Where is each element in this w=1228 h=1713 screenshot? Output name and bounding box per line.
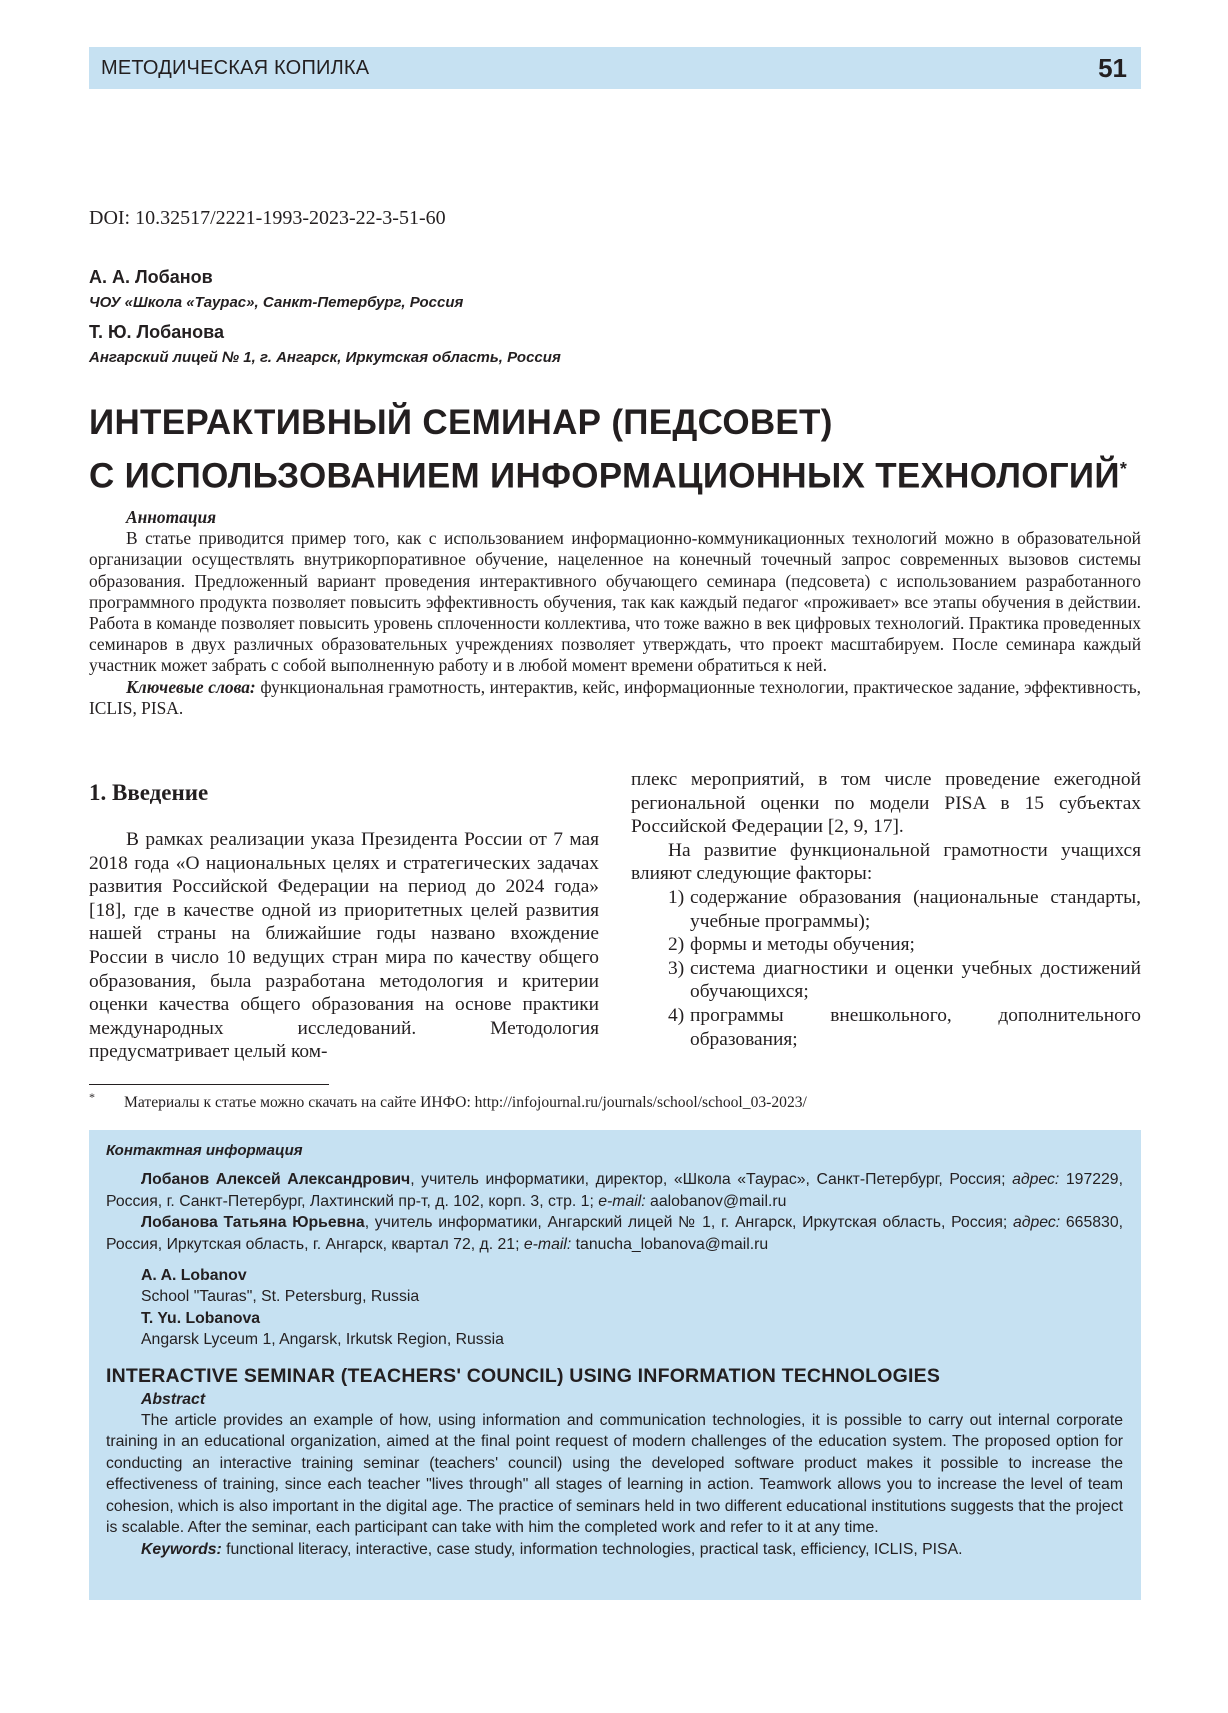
en-abstract-heading: Abstract [141,1390,206,1408]
en-keywords [106,1539,1123,1560]
keywords-label: Ключевые слова: [126,676,256,697]
en-author-name: A. A. Lobanov [141,1267,247,1285]
column-right [631,768,1141,1051]
contact-heading: Контактная информация [106,1142,303,1159]
column-left [89,778,599,1064]
footnote-mark: * [1119,459,1128,479]
email-link[interactable]: aalobanov@mail.ru [645,1192,787,1210]
doi: DOI: 10.32517/2221-1993-2023-22-3-51-60 [89,207,446,229]
section-title: МЕТОДИЧЕСКАЯ КОПИЛКА [101,56,370,79]
en-author-affiliation: School "Tauras", St. Petersburg, Russia [141,1288,420,1306]
intro-paragraph-continued: плекс мероприятий, в том числе проведение ежегодной региональной оценки по модели PISA в 15 субъектах Российской Федерации [2, 9, 17]. [631,769,1141,838]
list-item: 1) содержание образования (национальные стандарты, учебные программы); [668,886,1141,932]
factors-intro: На развитие функциональной грамотности учащихся влияют следующие факторы: [631,839,1141,885]
running-header [89,47,1141,89]
english-authors [106,1265,1123,1351]
author-affiliation: Ангарский лицей № 1, г. Ангарск, Иркутская область, Россия [89,349,561,366]
author-affiliation: ЧОУ «Школа «Таурас», Санкт-Петербург, Россия [89,294,464,311]
en-author-affiliation: Angarsk Lyceum 1, Angarsk, Irkutsk Region, Russia [141,1331,504,1349]
en-abstract-text: The article provides an example of how, using information and communication technologies, it is possible to carry out internal corporate training in an educational organization, aimed at the final point request of modern challenges of the education system. The proposed option for conducting an interactive training seminar (teachers' council) using the developed software product makes it possible to increase the effectiveness of training, since each teacher "lives through" all stages of learning in action. Teamwork allows you to increase the level of team cohesion, which is also important in the digital age. The practice of seminars held in two different educational institutions suggests that the project is scalable. After the seminar, each participant can take with him the completed work and refer to it at any time. [106,1412,1123,1537]
email-link[interactable]: tanucha_lobanova@mail.ru [571,1235,769,1253]
footnote [89,1090,807,1112]
section-heading: 1. Введение [89,780,209,805]
list-item: 2) формы и методы обучения; [668,934,915,956]
keywords [89,677,1141,719]
footnote-divider [89,1084,329,1085]
intro-paragraph: В рамках реализации указа Президента России от 7 мая 2018 года «О национальных целях и стратегических задачах развития Российской Федерации на период до 2024 года» [18], где в качестве одной из приоритетных целей развития нашей страны на ближайшие годы названо вхождение России в число 10 ведущих стран мира по качеству общего образования, была разработана методология и критерии оценки качества общего образования на основе практики международных исследований. Методология предусматривает целый ком- [89,829,599,1063]
footnote-text: Материалы к статье можно скачать на сайте ИНФО: http://infojournal.ru/journals/school/school_03-2023/ [124,1094,807,1111]
en-author-name: T. Yu. Lobanova [141,1309,261,1327]
en-article-title: INTERACTIVE SEMINAR (TEACHERS' COUNCIL) USING INFORMATION TECHNOLOGIES [106,1364,941,1387]
en-keywords-text: functional literacy, interactive, case study, information technologies, practical task, efficiency, ICLIS, PISA. [221,1540,963,1558]
title-line-2: С ИСПОЛЬЗОВАНИЕМ ИНФОРМАЦИОННЫХ ТЕХНОЛОГИЙ* [89,456,1128,496]
annotation-text: В статье приводится пример того, как с использованием информационно-коммуникационных технологий можно в образовательной организации осуществлять внутрикорпоративное обучение, нацеленное на конечный точечный запрос современных вызовов системы образования. Предложенный вариант проведения интерактивного обучающего семинара (педсовета) с использованием разработанного программного продукта позволяет повысить эффективность обучения, так как каждый педагог «проживает» все этапы обучения в действии. Работа в команде позволяет повысить уровень сплоченности коллектива, что тоже важно в век цифровых технологий. Практика проведенных семинаров в двух различных образовательных учреждениях позволяет утверждать, что проект масштабируем. После семинара каждый участник может забрать с собой выполненную работу и в любой момент времени обратиться к ней. [89,528,1141,676]
annotation [89,507,1141,719]
en-keywords-label: Keywords: [141,1540,222,1558]
annotation-heading: Аннотация [126,507,217,527]
factors-list [631,886,1141,1051]
page-number: 51 [1098,52,1127,83]
author-name: Т. Ю. Лобанова [89,322,224,342]
keywords-text: функциональная грамотность, интерактив, кейс, информационные технологии, практическое задание, эффективность, ICLIS, PISA. [89,676,1141,718]
list-item: 4) программы внешкольного, дополнительного образования; [668,1004,1141,1050]
contact-info-box [89,1130,1141,1600]
title-line-1: ИНТЕРАКТИВНЫЙ СЕМИНАР (ПЕДСОВЕТ) [89,403,833,442]
contact-person: Лобанов Алексей Александрович, учитель информатики, директор, «Школа «Таурас», Санкт-Петербург, Россия; адрес: 197229, Россия, г. Санкт-Петербург, Лахтинский пр-т, д. 102, корп. 3, стр. 1; e-mail: aalobanov@mail.ru [106,1171,1123,1210]
article-title [89,400,1149,500]
footnote-mark: * [89,1090,95,1104]
list-item: 3) система диагностики и оценки учебных достижений обучающихся; [668,957,1141,1003]
author-name: А. А. Лобанов [89,267,213,287]
contact-person: Лобанова Татьяна Юрьевна, учитель информатики, Ангарский лицей № 1, г. Ангарск, Иркутская область, Россия; адрес: 665830, Россия, Иркутская область, г. Ангарск, квартал 72, д. 21; e-mail: tanucha_lobanova@mail.ru [106,1214,1123,1253]
